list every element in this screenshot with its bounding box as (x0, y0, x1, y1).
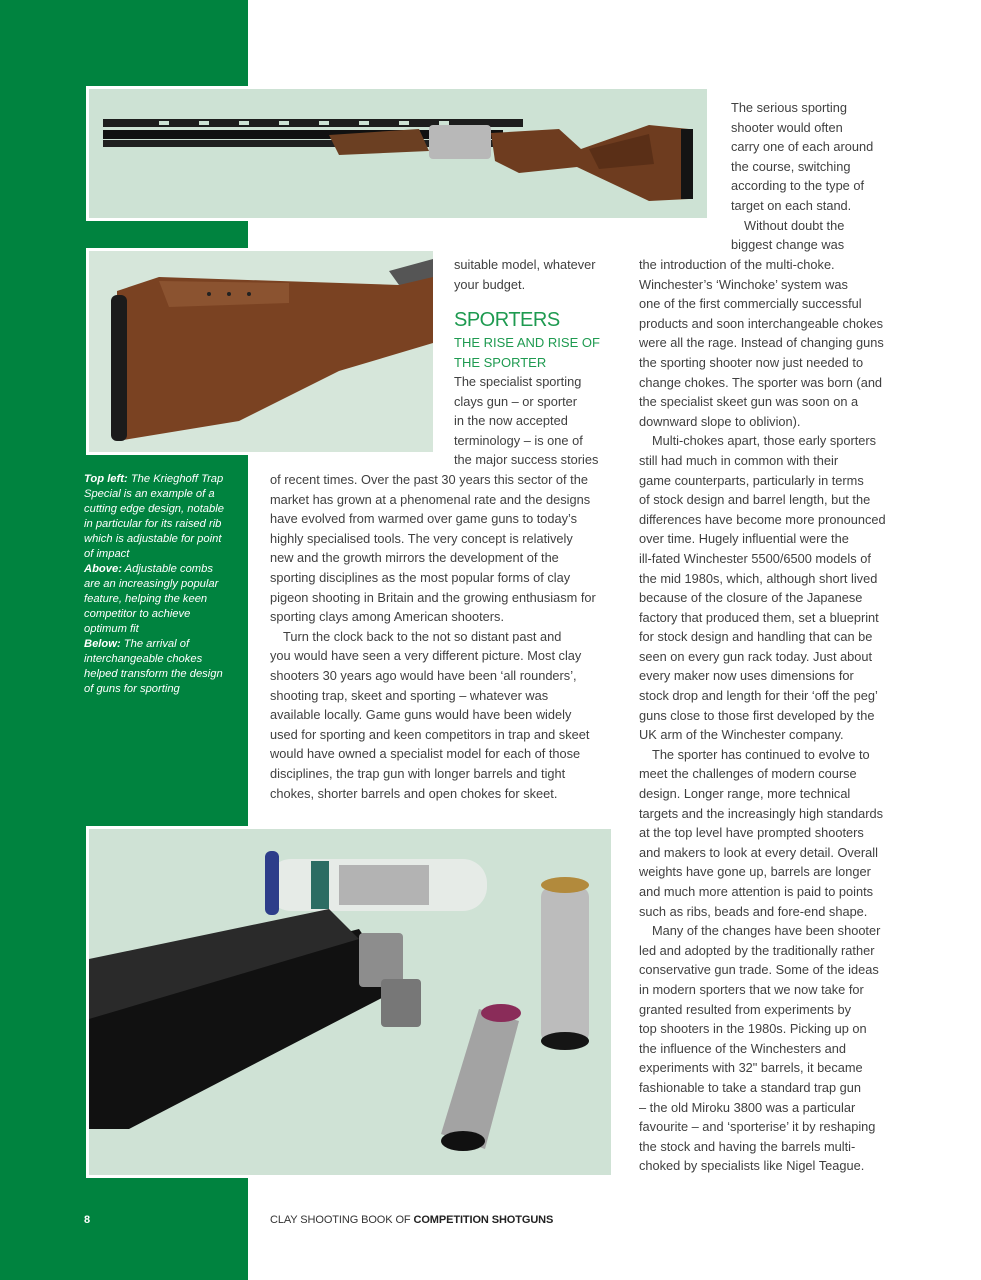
shotgun-illustration (89, 89, 707, 218)
text-line: have evolved from warmed over game guns to today’s (270, 511, 578, 527)
text-line: would have owned a specialist model for each of those (270, 746, 581, 762)
text-line: clays gun – or sporter (454, 393, 578, 409)
text-line: favourite – and ‘sporterise’ it by reshaping (639, 1119, 876, 1135)
text-line: target on each stand. (731, 197, 852, 213)
text-line: led and adopted by the traditionally rather (639, 942, 875, 958)
column1-body (270, 470, 630, 803)
text-line: market has grown at a phenomenal rate and the designs (270, 491, 591, 507)
text-line: – the old Miroku 3800 was a particular (639, 1099, 856, 1115)
text-line: carry one of each around (731, 139, 874, 155)
text-line: according to the type of (731, 178, 865, 194)
caption-text-below: The arrival of interchangeable chokes helped transform the design of guns for sporting (84, 638, 223, 695)
text-line: meet the challenges of modern course (639, 766, 857, 782)
text-line: The sporter has continued to evolve to (652, 746, 870, 762)
text-line: highly specialised tools. The very concept is relatively (270, 530, 573, 546)
text-line: in the now accepted (454, 413, 568, 429)
caption-label-below: Below: (84, 638, 121, 650)
text-line: and makers to look at every detail. Overall (639, 844, 878, 860)
text-line: factory that produced them, set a blueprint (639, 609, 879, 625)
text-line: seen on every gun rack today. Just about (639, 648, 873, 664)
text-line: Multi-chokes apart, those early sporters (652, 433, 877, 449)
text-line: sporting clays among American shooters. (270, 609, 505, 625)
text-line: design. Longer range, more technical (639, 786, 851, 802)
running-footer (270, 1214, 553, 1226)
text-line: for stock design and handling that can be (639, 629, 873, 645)
text-line: the introduction of the multi-choke. (639, 257, 835, 272)
adjustable-stock-illustration (89, 251, 433, 452)
photo-krieghoff-trap-special (86, 86, 710, 221)
text-line: of stock design and barrel length, but the (639, 492, 871, 508)
section-subtitle: THE RISE AND RISE OF THE SPORTER (454, 335, 600, 370)
text-line: The serious sporting (731, 100, 847, 115)
text-line: suitable model, whatever (454, 257, 596, 272)
text-line: pigeon shooting in Britain and the growing enthusiasm for (270, 589, 596, 605)
text-line: game counterparts, particularly in terms (639, 472, 864, 488)
text-line: every maker now uses dimensions for (639, 668, 854, 684)
text-line: used for sporting and keen competitors in trap and skeet (270, 726, 590, 742)
text-line: ill-fated Winchester 5500/6500 models of (639, 550, 871, 566)
text-line: the sporting shooter now just needed to (639, 354, 864, 370)
caption-text-top-left: The Krieghoff Trap Special is an example of a cutting edge design, notable in particular for its raised rib which is adjustable for point of impact (84, 473, 224, 560)
text-line: targets and the increasingly high standards (639, 805, 884, 821)
text-line: conservative gun trade. Some of the ideas (639, 962, 879, 978)
text-line: granted resulted from experiments by (639, 1001, 851, 1017)
chokes-illustration (89, 829, 611, 1175)
text-line: terminology – is one of (454, 432, 583, 448)
text-line: such as ribs, beads and fore-end shape. (639, 903, 868, 919)
text-line: shooters 30 years ago would have been ‘all rounders’, (270, 667, 577, 683)
text-line: chokes, shorter barrels and open chokes for skeet. (270, 785, 558, 801)
text-line: top shooters in the 1980s. Picking up on (639, 1021, 867, 1037)
text-line: Many of the changes have been shooter (652, 923, 881, 939)
text-line: UK arm of the Winchester company. (639, 727, 844, 743)
caption-label-top-left: Top left: (84, 473, 128, 485)
text-line: disciplines, the trap gun with longer barrels and tight (270, 765, 566, 781)
text-line: the influence of the Winchesters and (639, 1040, 847, 1056)
photo-interchangeable-chokes (86, 826, 614, 1178)
text-line: shooter would often (731, 119, 843, 135)
page-number: 8 (84, 1214, 91, 1226)
column2-lead (731, 98, 931, 255)
text-line: the course, switching (731, 158, 851, 174)
column2-body (639, 255, 939, 1176)
text-line: weights have gone up, barrels are longer (639, 864, 871, 880)
text-line: fashionable to take a standard trap gun (639, 1079, 861, 1095)
footer-title-prefix: CLAY SHOOTING BOOK OF (270, 1214, 414, 1226)
text-line: your budget. (454, 276, 526, 292)
text-line: downward slope to oblivion). (639, 413, 801, 429)
text-line: the stock and having the barrels multi- (639, 1138, 856, 1154)
text-line: products and soon interchangeable chokes (639, 315, 884, 331)
text-line: at the top level have prompted shooters (639, 825, 864, 841)
footer-title-bold: COMPETITION SHOTGUNS (413, 1214, 554, 1226)
text-line: Turn the clock back to the not so distant past and (283, 628, 562, 644)
text-line: because of the closure of the Japanese (639, 590, 863, 606)
photo-adjustable-comb (86, 248, 436, 455)
text-line: guns close to those first developed by the (639, 707, 875, 723)
text-line: the specialist skeet gun was soon on a (639, 394, 859, 410)
column1-intro (454, 255, 629, 294)
section-title: SPORTERS (454, 309, 560, 331)
text-line: over time. Hugely influential were the (639, 531, 849, 547)
text-line: biggest change was (731, 237, 845, 253)
text-line: shooting trap, skeet and sporting – whatever was (270, 687, 549, 703)
text-line: experiments with 32" barrels, it became (639, 1060, 863, 1076)
text-line: Winchester’s ‘Winchoke’ system was (639, 276, 848, 292)
caption-text-above: Adjustable combs are an increasingly popular feature, helping the keen competitor to achieve optimum fit (84, 563, 219, 635)
text-line: the major success stories (454, 452, 599, 468)
caption-label-above: Above: (84, 563, 122, 575)
text-line: the mid 1980s, which, although short lived (639, 570, 878, 586)
text-line: still had much in common with their (639, 452, 839, 468)
text-line: Without doubt the (744, 217, 845, 233)
text-line: in modern sporters that we now take for (639, 981, 864, 997)
text-line: The specialist sporting (454, 374, 582, 389)
text-line: new and the growth mirrors the development of the (270, 550, 559, 566)
text-line: were all the rage. Instead of changing guns (639, 335, 884, 351)
text-line: of recent times. Over the past 30 years this sector of the (270, 472, 588, 487)
column1-lead (454, 372, 629, 470)
text-line: differences have become more pronounced (639, 511, 886, 527)
text-line: available locally. Game guns would have been widely (270, 707, 572, 723)
text-line: choked by specialists like Nigel Teague. (639, 1158, 865, 1174)
text-line: change chokes. The sporter was born (and (639, 374, 883, 390)
photo-captions (84, 472, 232, 697)
text-line: you would have seen a very different picture. Most clay (270, 648, 582, 664)
text-line: one of the first commercially successful (639, 296, 862, 312)
text-line: stock drop and length for their ‘off the peg’ (639, 688, 878, 704)
text-line: sporting disciplines as the most popular forms of clay (270, 569, 571, 585)
text-line: and much more attention is paid to points (639, 884, 874, 899)
